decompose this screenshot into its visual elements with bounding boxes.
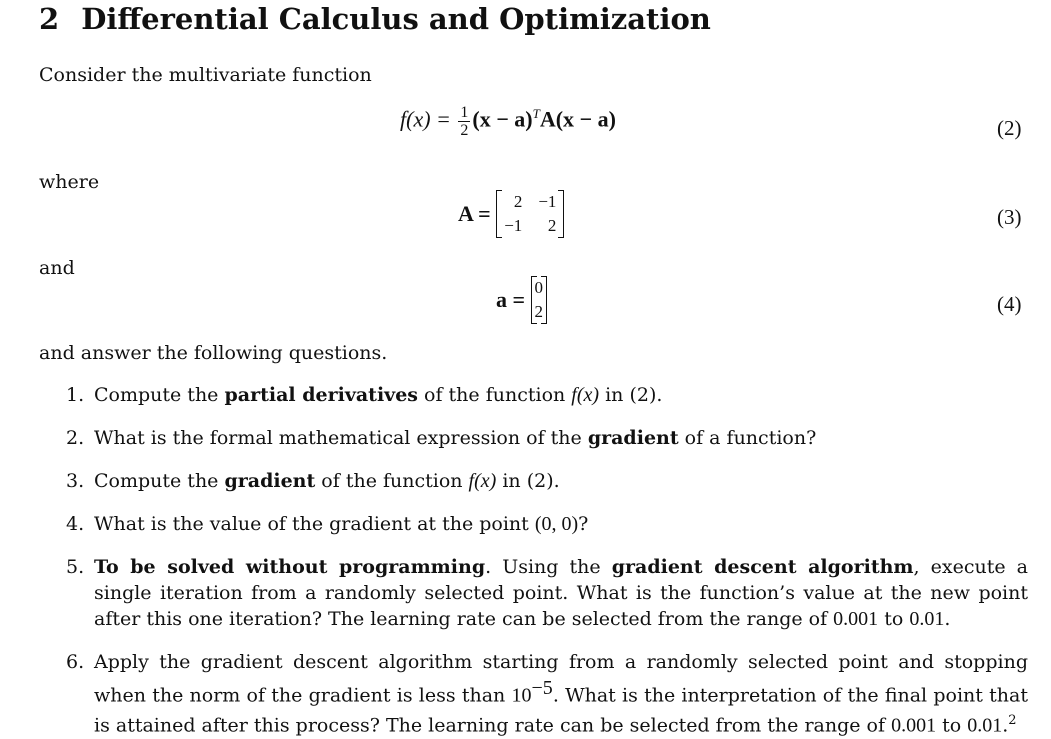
equation-2-label: (2) [997,116,1022,140]
question-text: Compute the [94,470,225,492]
equation-3-label: (3) [997,205,1022,229]
question-emphasis: gradient descent algorithm [611,556,914,578]
question-text: in (2). [496,470,560,492]
question-4 [66,511,1028,537]
question-3 [66,468,1028,494]
question-text: of the function [315,470,469,492]
equation-4 [496,276,547,324]
question-list [66,382,1028,739]
question-2 [66,425,1028,451]
matrix-A [496,190,564,238]
matrix-cell: 2 [513,192,523,211]
question-text: What is the value of the gradient at the point [94,513,535,535]
question-number: 1. [66,384,85,406]
question-math: f(x) [571,384,600,406]
footnote-marker[interactable]: 2 [1008,713,1017,729]
question-text: What is the formal mathematical expression of the [94,427,588,449]
vector-cell: 2 [534,302,544,321]
eq2-numerator: 1 [460,104,469,121]
question-math: 0.01 [909,608,945,630]
eq2-fraction [458,104,470,139]
question-1 [66,382,1028,408]
eq3-lhs: A = [458,201,491,226]
eq2-transpose: T [532,106,540,122]
matrix-cell: −1 [538,192,557,211]
question-text: Apply the gradient descent algorithm starting from a randomly selected point and stopping when the norm of the gradient is less than [94,651,1028,707]
matrix-cell: 2 [547,216,557,235]
question-number: 6. [66,651,85,673]
question-text: . What is the interpretation of the final point that is attained after this process? The learning rate can be selected from the range of [94,684,1028,737]
question-math: 0.001 [833,608,879,630]
question-text: to [936,714,968,737]
where-text: where [39,171,100,193]
question-number: 5. [66,556,85,578]
question-text: Compute the [94,384,225,406]
question-text: to [878,608,910,630]
question-emphasis: gradient [587,427,679,449]
intro-text: Consider the multivariate function [39,64,372,86]
eq2-denominator: 2 [460,122,469,139]
question-math-exponent: −5 [531,677,553,699]
vector-cell: 0 [534,278,544,297]
question-text: . [944,608,951,630]
section-number: 2 [39,2,60,36]
question-text: , execute a single iteration from a randomly selected point. What is the function’s value at the new point after this one iteration? The learning rate can be selected from the range of [94,556,1028,630]
question-emphasis: gradient [224,470,316,492]
question-number: 4. [66,513,85,535]
section-heading [39,2,711,36]
equation-2 [400,104,616,139]
prompt-text: and answer the following questions. [39,342,388,364]
question-number: 3. [66,470,85,492]
question-text: . Using the [485,556,612,578]
eq4-lhs: a = [496,287,526,312]
question-text: in (2). [599,384,663,406]
question-text: ? [578,513,589,535]
equation-4-label: (4) [997,292,1022,316]
question-math: 0.001 [891,714,937,737]
section-title: Differential Calculus and Optimization [81,2,711,36]
equation-3 [458,190,564,238]
question-emphasis: partial derivatives [224,384,418,406]
eq2-lhs: f(x) = [400,106,451,132]
question-text: . [1002,714,1009,737]
question-math: (0, 0) [534,513,579,535]
and-text: and [39,257,75,279]
question-math: 0.01 [967,714,1003,737]
question-5 [66,554,1028,632]
matrix-cell: −1 [504,216,523,235]
question-math: f(x) [468,470,497,492]
eq2-body: (x − a) [472,106,533,132]
question-text: of a function? [678,427,817,449]
vector-a [531,276,548,324]
question-number: 2. [66,427,85,449]
question-text: of the function [418,384,572,406]
eq2-rest: A(x − a) [539,106,616,132]
question-math: 10 [511,684,532,707]
question-emphasis: To be solved without programming [94,556,486,578]
question-6 [66,649,1028,739]
